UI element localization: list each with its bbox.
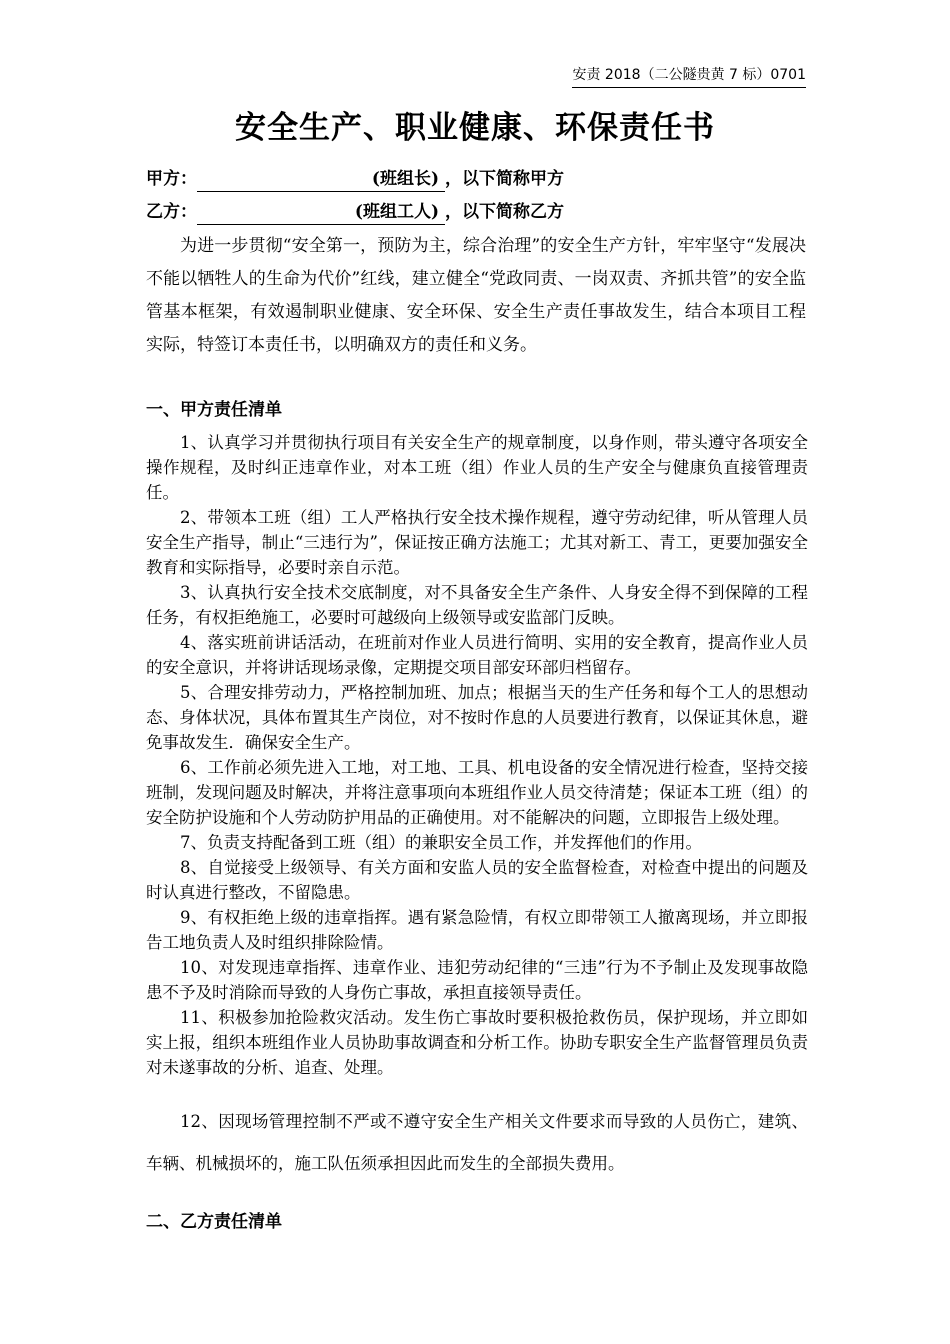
list-item: 1、认真学习并贯彻执行项目有关安全生产的规章制度，以身作则，带头遵守各项安全操作规程，及时纠正违章作业，对本工班（组）作业人员的生产安全与健康负直接管理责任。 — [146, 433, 808, 502]
section-a-heading: 一、甲方责任清单 — [146, 400, 282, 420]
party-b-role: (班组工人) — [197, 200, 445, 225]
list-item: 11、积极参加抢险救灾活动。发生伤亡事故时要积极抢救伤员，保护现场，并立即如实上报，组织本班组作业人员协助事故调查和分析工作。协助专职安全生产监督管理员负责对未遂事故的分析、追查、处理。 — [146, 1008, 808, 1077]
party-b-label: 乙方： — [146, 202, 197, 222]
section-b-heading: 二、乙方责任清单 — [146, 1212, 282, 1232]
party-a-label: 甲方： — [146, 169, 197, 189]
list-item: 3、认真执行安全技术交底制度，对不具备安全生产条件、人身安全得不到保障的工程任务，有权拒绝施工，必要时可越级向上级领导或安监部门反映。 — [146, 583, 808, 627]
list-item: 2、带领本工班（组）工人严格执行安全技术操作规程，遵守劳动纪律，听从管理人员安全生产指导，制止“三违行为”，保证按正确方法施工；尤其对新工、青工，更要加强安全教育和实际指导，必要时亲自示范。 — [146, 508, 808, 577]
page-title: 安全生产、职业健康、环保责任书 — [235, 110, 715, 146]
party-b-line — [146, 200, 564, 225]
list-item: 9、有权拒绝上级的违章指挥。遇有紧急险情，有权立即带领工人撤离现场，并立即报告工地负责人及时组织排除险情。 — [146, 908, 808, 952]
list-item-12: 12、因现场管理控制不严或不遵守安全生产相关文件要求而导致的人员伤亡，建筑、车辆、机械损坏的，施工队伍须承担因此而发生的全部损失费用。 — [146, 1112, 808, 1173]
list-item: 4、落实班前讲话活动，在班前对作业人员进行简明、实用的安全教育，提高作业人员的安全意识，并将讲话现场录像，定期提交项目部安环部归档留存。 — [146, 633, 808, 677]
list-item: 6、工作前必须先进入工地，对工地、工具、机电设备的安全情况进行检查，坚持交接班制，发现问题及时解决，并将注意事项向本班组作业人员交待清楚；保证本工班（组）的安全防护设施和个人劳动防护用品的正确使用。对不能解决的问题，立即报告上级处理。 — [146, 758, 808, 827]
list-item: 5、合理安排劳动力，严格控制加班、加点；根据当天的生产任务和每个工人的思想动态、身体状况，具体布置其生产岗位，对不按时作息的人员要进行教育，以保证其休息，避免事故发生．确保安全生产。 — [146, 683, 808, 752]
party-a-suffix: ，以下简称甲方 — [445, 169, 564, 189]
list-item: 10、对发现违章指挥、违章作业、违犯劳动纪律的“三违”行为不予制止及发现事故隐患不予及时消除而导致的人身伤亡事故，承担直接领导责任。 — [146, 958, 808, 1002]
section-a-list — [146, 430, 808, 1080]
document-code: 安责 2018（二公隧贵黄 7 标）0701 — [572, 66, 806, 88]
party-a-role: (班组长) — [197, 167, 445, 192]
party-a-line — [146, 167, 564, 192]
party-b-suffix: ，以下简称乙方 — [445, 202, 564, 222]
list-item: 8、自觉接受上级领导、有关方面和安监人员的安全监督检查，对检查中提出的问题及时认真进行整改，不留隐患。 — [146, 858, 808, 902]
intro-paragraph: 为进一步贯彻“安全第一，预防为主，综合治理”的安全生产方针，牢牢坚守“发展决不能以牺牲人的生命为代价”红线，建立健全“党政同责、一岗双责、齐抓共管”的安全监管基本框架，有效遏制职业健康、安全环保、安全生产责任事故发生，结合本项目工程实际，特签订本责任书，以明确双方的责任和义务。 — [146, 236, 806, 355]
list-item: 7、负责支持配备到工班（组）的兼职安全员工作，并发挥他们的作用。 — [180, 833, 702, 852]
